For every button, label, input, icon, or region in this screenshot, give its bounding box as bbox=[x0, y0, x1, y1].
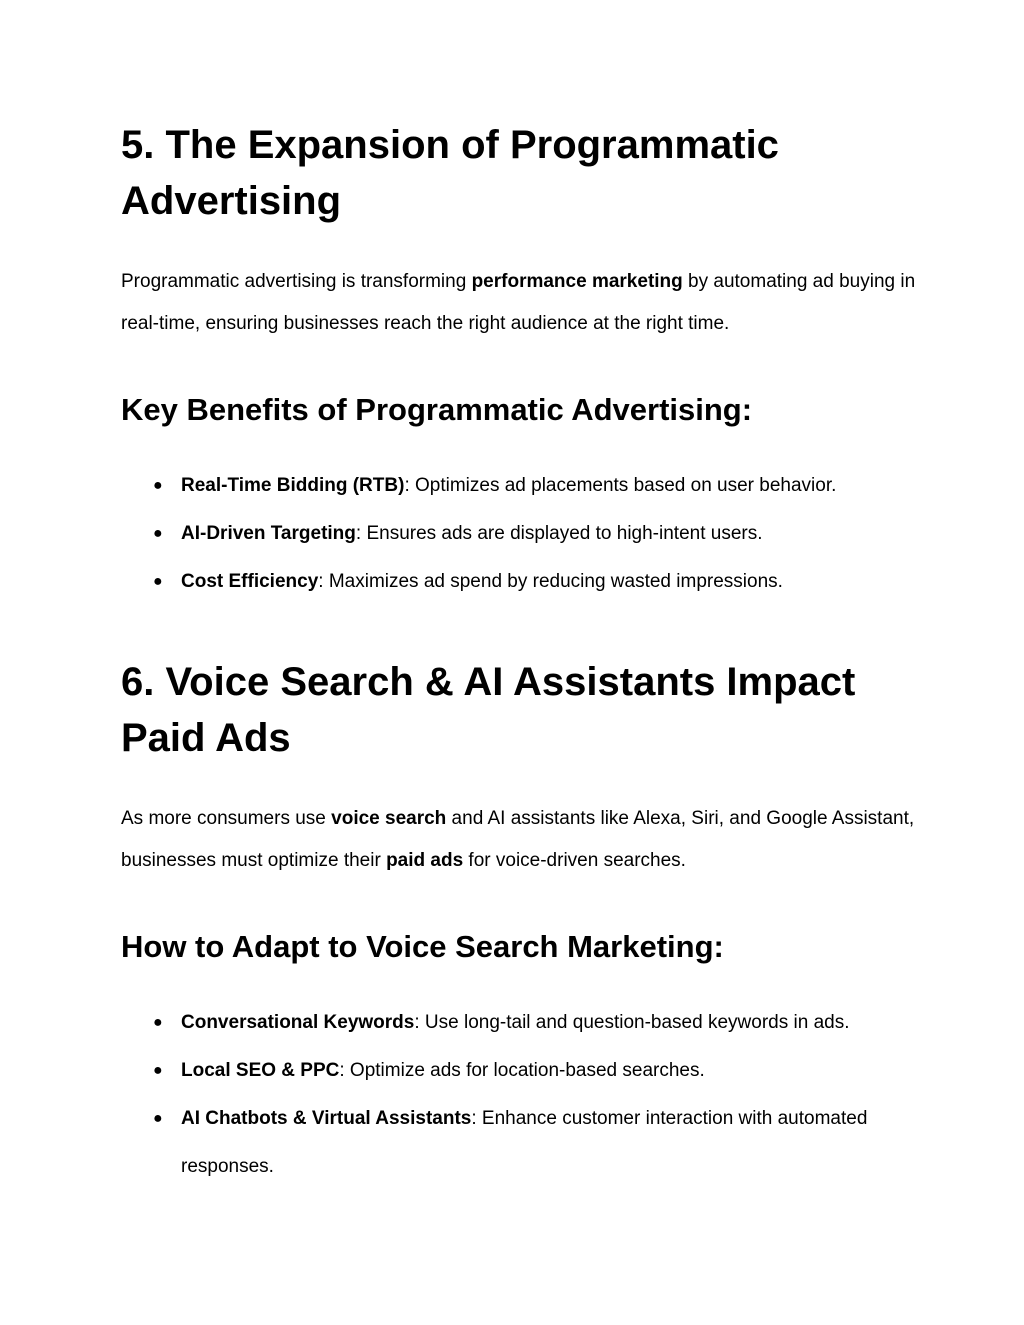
list-item-description: : Enhance customer interaction with automated responses. bbox=[181, 1108, 868, 1177]
bullet-icon: ● bbox=[153, 573, 163, 590]
list-item-description: : Use long-tail and question-based keywords in ads. bbox=[414, 1012, 850, 1033]
section-5-intro-text-2: by automating ad buying in real-time, ensuring businesses reach the right audience at the right time. bbox=[121, 271, 916, 334]
section-6-tips-list bbox=[121, 999, 921, 1191]
section-6-intro-bold-2: paid ads bbox=[386, 850, 464, 871]
list-item-description: : Optimize ads for location-based searches. bbox=[339, 1060, 705, 1081]
list-item bbox=[121, 462, 921, 510]
bullet-icon: ● bbox=[153, 525, 163, 542]
list-item-term: Local SEO & PPC bbox=[181, 1060, 340, 1081]
list-item-term: AI-Driven Targeting bbox=[181, 523, 356, 544]
section-5-intro-bold-1: performance marketing bbox=[471, 271, 683, 292]
section-6-subheading: How to Adapt to Voice Search Marketing: bbox=[121, 929, 724, 964]
section-5-intro-text-1: Programmatic advertising is transforming bbox=[121, 271, 472, 292]
section-6-heading-line-2: Paid Ads bbox=[121, 716, 291, 760]
section-5-intro-paragraph bbox=[121, 261, 921, 345]
section-6-intro-text-1: As more consumers use bbox=[121, 808, 332, 829]
list-item bbox=[121, 1095, 921, 1191]
list-item-description: : Ensures ads are displayed to high-intent users. bbox=[355, 523, 763, 544]
list-item bbox=[121, 558, 921, 606]
list-item-description: : Maximizes ad spend by reducing wasted impressions. bbox=[318, 571, 783, 592]
list-item-description: : Optimizes ad placements based on user behavior. bbox=[404, 475, 837, 496]
section-6-heading-line-1: 6. Voice Search & AI Assistants Impact bbox=[121, 660, 856, 704]
bullet-icon: ● bbox=[153, 477, 163, 494]
list-item-term: Real-Time Bidding (RTB) bbox=[181, 475, 405, 496]
list-item-term: Conversational Keywords bbox=[181, 1012, 415, 1033]
section-6-intro-text-2: and AI assistants like Alexa, Siri, and Google Assistant, businesses must optimize their bbox=[121, 808, 915, 871]
bullet-icon: ● bbox=[153, 1110, 163, 1127]
section-5-heading-line-1: 5. The Expansion of Programmatic bbox=[121, 123, 779, 167]
list-item bbox=[121, 510, 921, 558]
section-6-intro-text-3: for voice-driven searches. bbox=[463, 850, 686, 871]
section-6-intro-paragraph bbox=[121, 798, 921, 882]
section-5-benefits-list bbox=[121, 462, 921, 606]
list-item bbox=[121, 1047, 921, 1095]
bullet-icon: ● bbox=[153, 1014, 163, 1031]
bullet-icon: ● bbox=[153, 1062, 163, 1079]
list-item-term: AI Chatbots & Virtual Assistants bbox=[181, 1108, 472, 1129]
section-5-heading bbox=[121, 117, 921, 229]
list-item bbox=[121, 999, 921, 1047]
section-6-intro-bold-1: voice search bbox=[331, 808, 447, 829]
section-6-heading bbox=[121, 654, 921, 766]
section-5-subheading: Key Benefits of Programmatic Advertising: bbox=[121, 392, 753, 427]
section-5-heading-line-2: Advertising bbox=[121, 179, 342, 223]
list-item-term: Cost Efficiency bbox=[181, 571, 319, 592]
